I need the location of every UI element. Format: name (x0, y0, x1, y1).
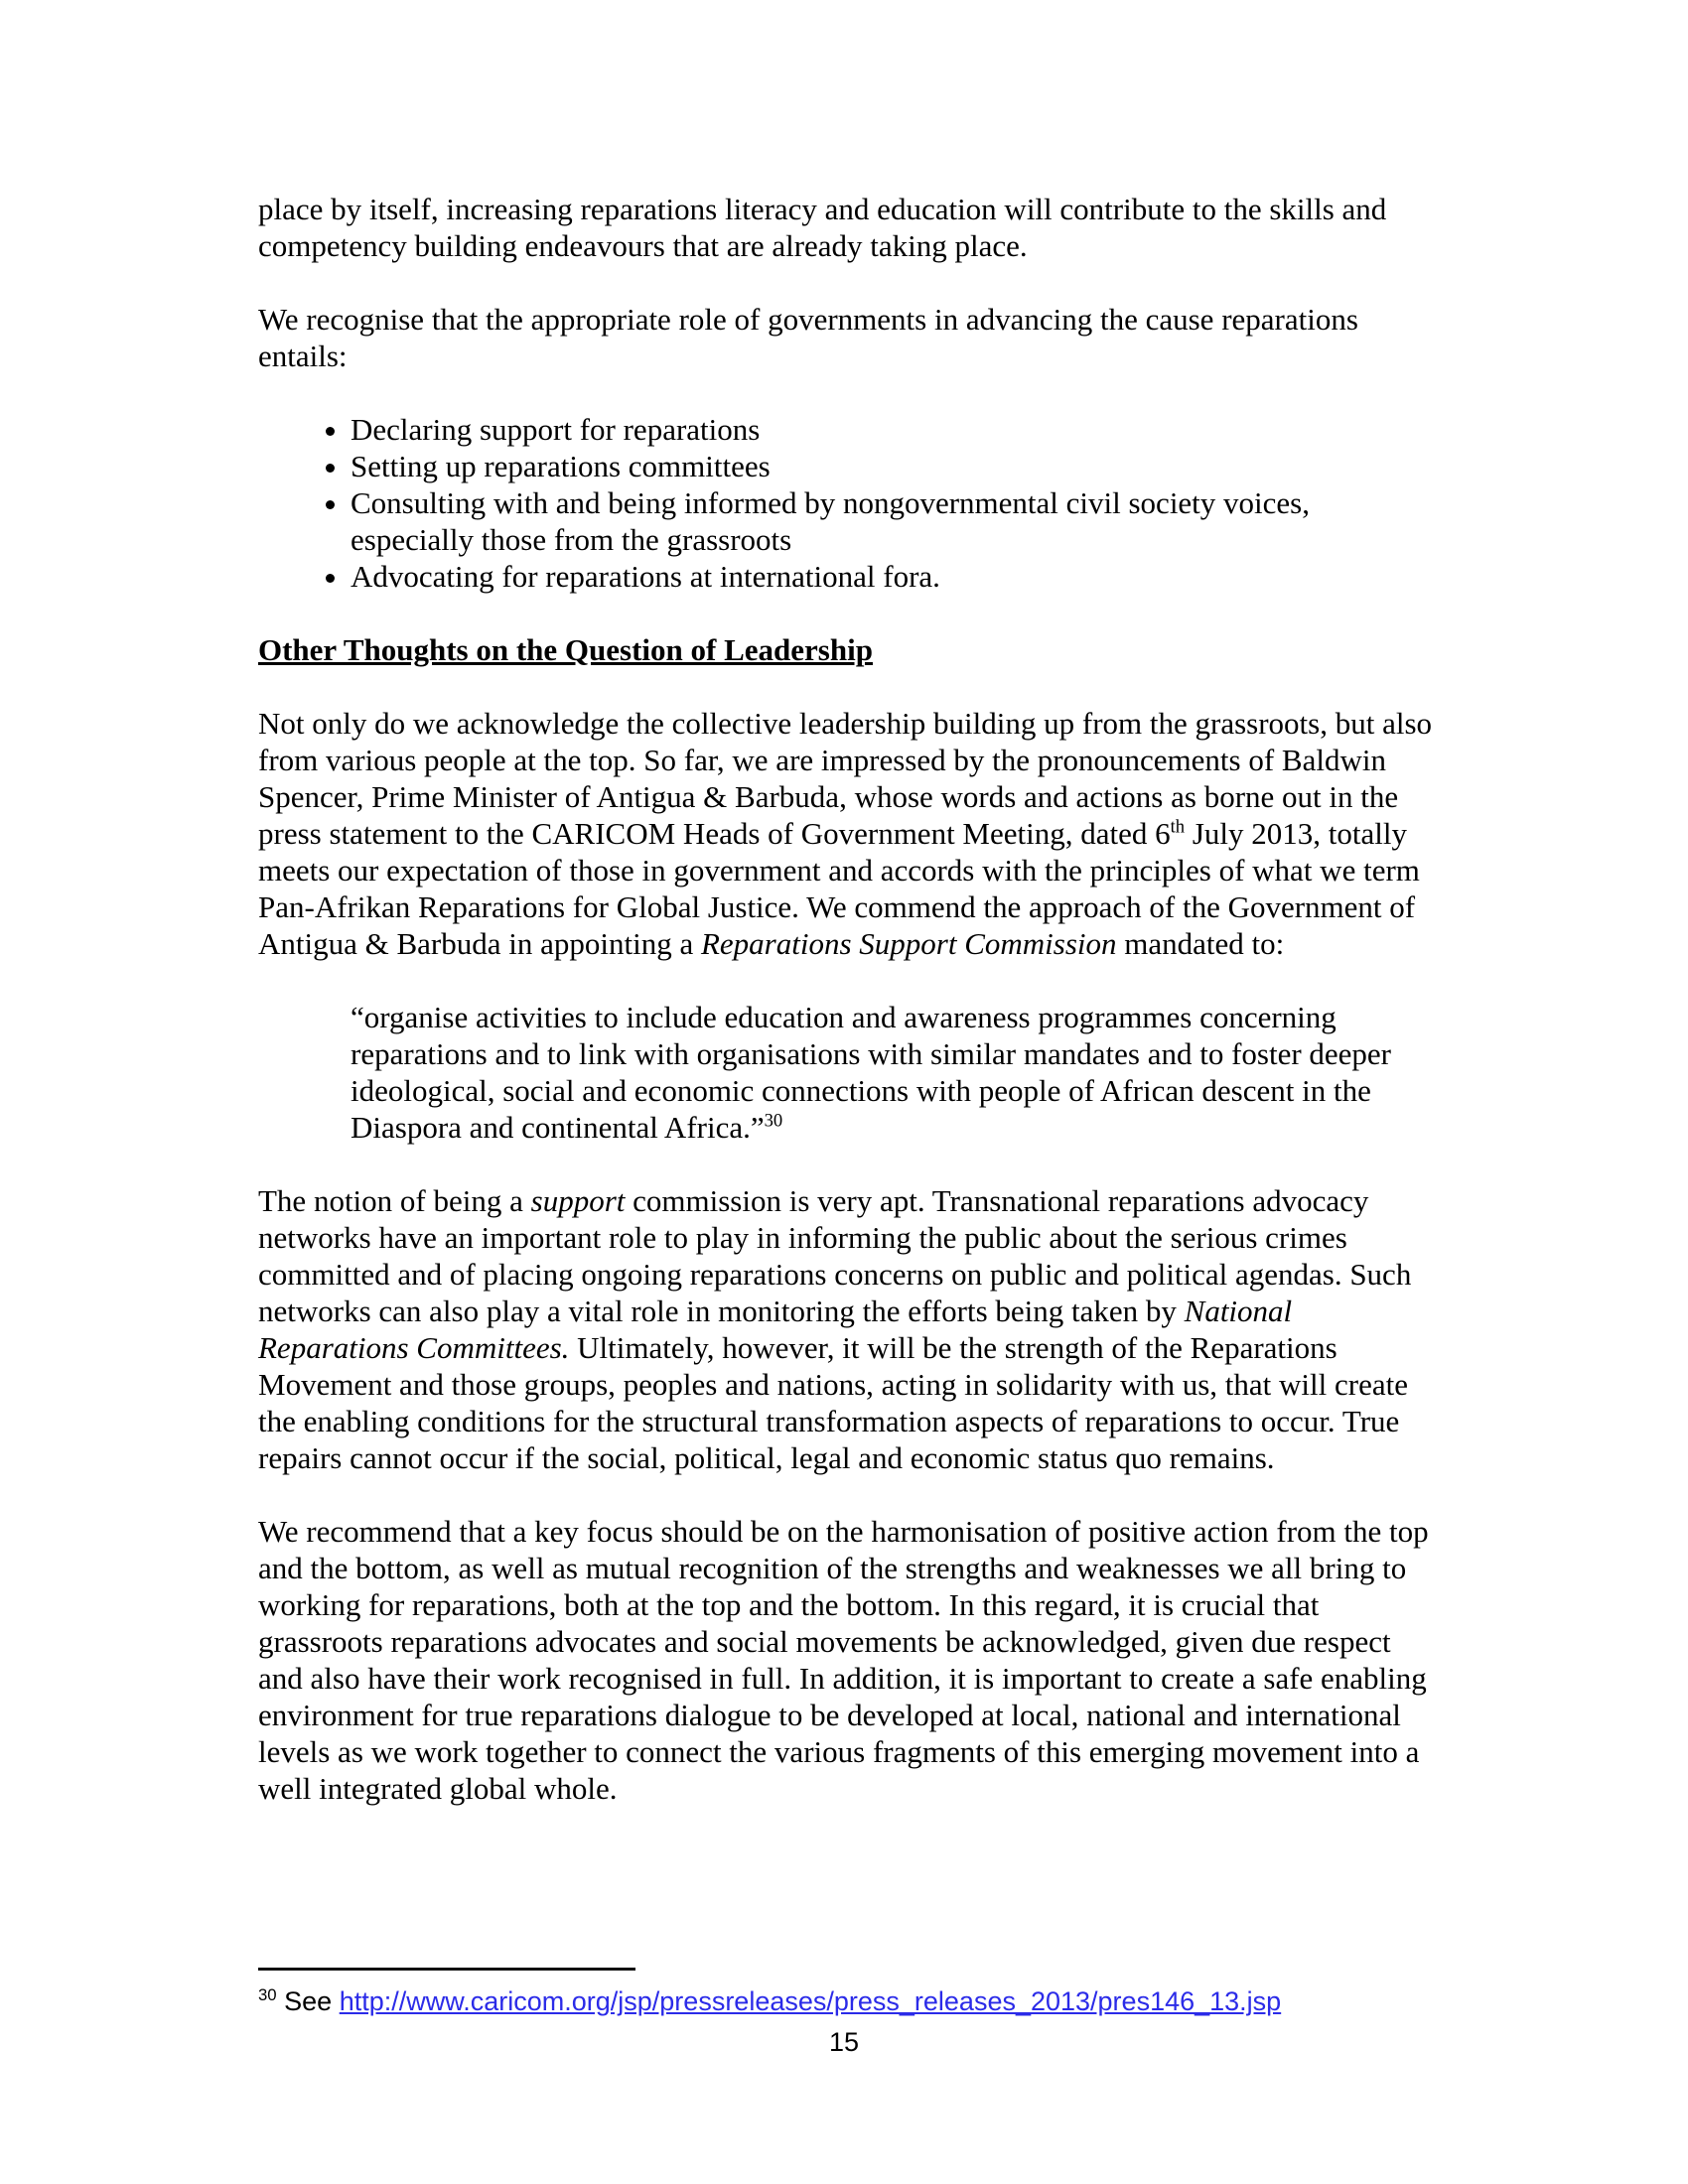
footnote-separator (258, 1968, 635, 1971)
paragraph-intro: place by itself, increasing reparations literacy and education will contribute to the skills and competency building endeavours that are already taking place. (258, 192, 1387, 263)
text-run: July 2013, totally meets our expectation of those in government and accords with the principles of what we term Pan-Afrikan Reparations for Global Justice. We commend the approach of the Government of Antigua & Barbuda in appointing a (258, 816, 1420, 961)
page-number: 15 (828, 2027, 860, 2057)
list-item: • Consulting with and being informed by nongovernmental civil society voices, especially those from the grassroots (351, 484, 1435, 558)
government-roles-list (258, 411, 1435, 595)
superscript: 30 (764, 1110, 783, 1132)
italic-text: Reparations Support Commission (700, 926, 1117, 961)
footnote-area (258, 1968, 1435, 2018)
text-run: Not only do we acknowledge the collective leadership building up from the grassroots, but also from various people at the top. So far, we are impressed by the pronouncements of Baldwin Spencer, Prime Minister of Antigua & Barbuda, whose words and actions as borne out in the press statement to the CARICOM Heads of Government Meeting, dated 6 (258, 706, 1433, 851)
footnote (258, 1984, 1435, 2018)
italic-text: National Reparations Committees. (258, 1294, 1293, 1365)
superscript: th (1170, 816, 1186, 838)
text-run: “organise activities to include education and awareness programmes concerning reparations and to link with organisations with similar mandates and to foster deeper ideological, social and economic connections with people of African descent in the Diaspora and continental Africa.” (351, 1000, 1392, 1145)
paragraph-leadership (258, 705, 1435, 962)
footnote-prefix: See (284, 1986, 340, 2016)
footnote-link[interactable]: http://www.caricom.org/jsp/pressreleases/press_releases_2013/pres146_13.jsp (339, 1986, 1282, 2016)
paragraph-governments-role: We recognise that the appropriate role of governments in advancing the cause reparations entails: (258, 302, 1358, 373)
list-item: • Setting up reparations committees (351, 448, 1435, 484)
text-run: commission is very apt. Transnational reparations advocacy networks have an important role to play in informing the public about the serious crimes committed and of placing ongoing reparations concerns on public and political agendas. Such networks can also play a vital role in monitoring the efforts being taken by (258, 1183, 1412, 1328)
paragraph-recommendation: We recommend that a key focus should be on the harmonisation of positive action from the top and the bottom, as well as mutual recognition of the strengths and weaknesses we all bring to working for reparations, both at the top and the bottom. In this regard, it is crucial that grassroots reparations advocates and social movements be acknowledged, given due respect and also have their work recognised in full. In addition, it is important to create a safe enabling environment for true reparations dialogue to be developed at local, national and international levels as we work together to connect the various fragments of this emerging movement into a well integrated global whole. (258, 1514, 1429, 1806)
section-heading: Other Thoughts on the Question of Leadership (258, 632, 873, 667)
footnote-marker: 30 (258, 1985, 277, 2004)
paragraph-support-commission (258, 1182, 1435, 1476)
list-item: • Advocating for reparations at international fora. (351, 558, 1435, 595)
text-run: Ultimately, however, it will be the strength of the Reparations Movement and those groups, peoples and nations, acting in solidarity with us, that will create the enabling conditions for the structural transformation aspects of reparations to occur. True repairs cannot occur if the social, political, legal and economic status quo remains. (258, 1330, 1408, 1475)
text-run: The notion of being a (258, 1183, 531, 1218)
text-run: mandated to: (1116, 926, 1285, 961)
italic-text: support (530, 1183, 626, 1218)
document-body (258, 191, 1435, 1843)
block-quote (351, 999, 1433, 1146)
list-item: • Declaring support for reparations (351, 411, 1435, 448)
